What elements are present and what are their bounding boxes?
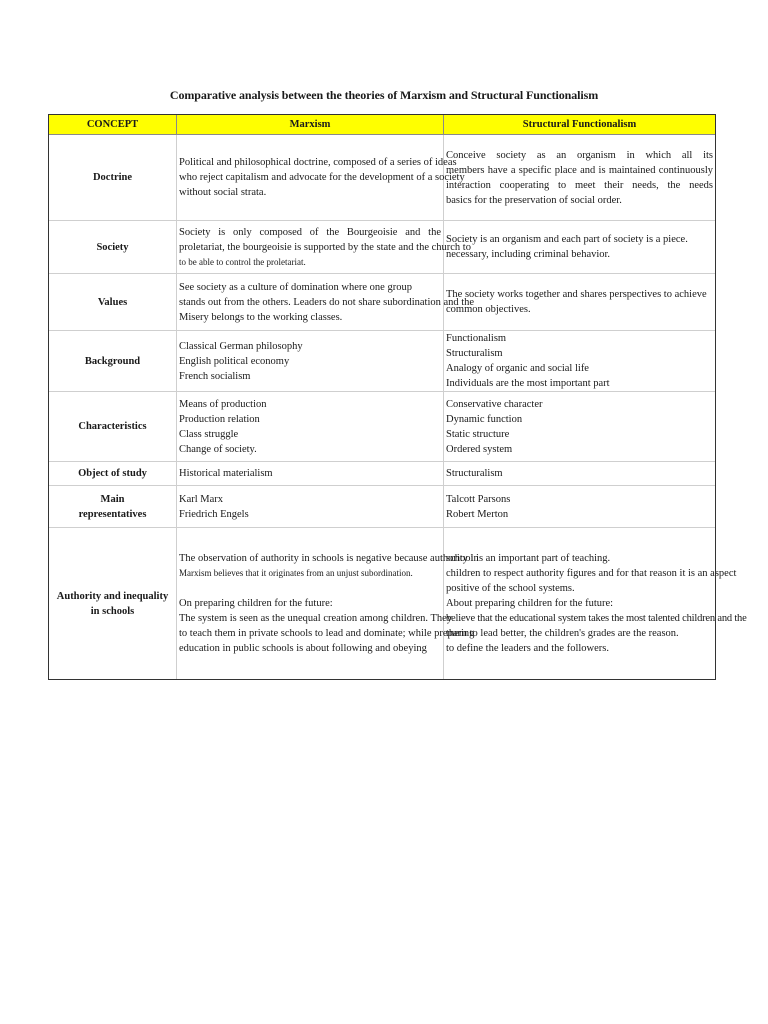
table-row-characteristics <box>49 392 716 462</box>
cell-line: Political and philosophical doctrine, composed of a series of ideas <box>179 157 457 168</box>
cell-line: Karl Marx <box>179 493 224 505</box>
functionalism-cell <box>444 331 716 392</box>
cell-line: children to respect authority figures and for that reason it is an aspect <box>446 568 737 579</box>
functionalism-cell <box>444 221 716 274</box>
cell-line: stands out from the others. Leaders do not share subordination and the <box>179 296 475 308</box>
table-row-authority-inequality <box>49 528 716 680</box>
cell-line: education in public schools is about following and obeying <box>179 643 427 654</box>
table-row-object-of-study <box>49 462 716 486</box>
cell-line: Classical German philosophy <box>179 340 303 352</box>
cell-line: school is an important part of teaching. <box>446 553 611 564</box>
concept-cell: Object of study <box>49 462 177 486</box>
cell-line: Conservative character <box>446 398 543 410</box>
concept-line: representatives <box>78 508 147 520</box>
cell-line: Analogy of organic and social life <box>446 363 589 374</box>
concept-cell: Doctrine <box>49 135 177 221</box>
comparison-table <box>48 114 747 680</box>
concept-cell: Society <box>49 221 177 274</box>
cell-line: Functionalism <box>446 333 507 344</box>
cell-line: members have a specific place and is maintained continuously <box>446 164 713 176</box>
concept-cell <box>49 528 177 680</box>
concept-cell: Characteristics <box>49 392 177 462</box>
table-row-background <box>49 331 716 392</box>
concept-line: Authority and inequality <box>56 590 169 602</box>
cell-line: Static structure <box>446 428 510 440</box>
marxism-cell <box>177 462 444 486</box>
cell-line: without social strata. <box>179 187 267 198</box>
functionalism-cell <box>444 462 716 486</box>
concept-line: in schools <box>90 605 135 617</box>
functionalism-cell <box>444 528 747 680</box>
cell-line: Society is only composed of the Bourgeoisie and the <box>179 226 441 238</box>
cell-line: proletariat, the bourgeoisie is supported by the state and the church to <box>179 241 471 253</box>
table-header-row <box>49 115 716 135</box>
header-concept: CONCEPT <box>49 115 177 135</box>
concept-cell: Values <box>49 274 177 331</box>
marxism-cell <box>177 274 475 331</box>
table-row-society <box>49 221 716 274</box>
table-row-main-representatives <box>49 486 716 528</box>
cell-line: to be able to control the proletariat. <box>179 256 306 267</box>
header-marxism: Marxism <box>177 115 444 135</box>
cell-line: them to lead better, the children's grades are the reason. <box>446 628 679 639</box>
marxism-cell <box>177 331 444 392</box>
cell-line: French socialism <box>179 370 251 382</box>
cell-line: who reject capitalism and advocate for the development of a society <box>179 172 465 183</box>
cell-line: English political economy <box>179 355 290 367</box>
cell-line: About preparing children for the future: <box>446 598 614 609</box>
functionalism-cell <box>444 274 716 331</box>
cell-line: Marxism believes that it originates from an unjust subordination. <box>179 568 413 578</box>
cell-line: basics for the preservation of social order. <box>446 194 622 206</box>
cell-line: Dynamic function <box>446 413 523 425</box>
marxism-cell <box>177 135 465 221</box>
cell-line: positive of the school systems. <box>446 583 575 594</box>
cell-line: On preparing children for the future: <box>179 598 333 609</box>
cell-line: Individuals are the most important part <box>446 378 610 389</box>
cell-line: Structuralism <box>446 348 503 359</box>
cell-line: common objectives. <box>446 304 531 315</box>
table-row-values <box>49 274 716 331</box>
functionalism-cell <box>444 135 716 221</box>
cell-line: Production relation <box>179 413 260 425</box>
cell-line: See society as a culture of domination where one group <box>179 281 412 293</box>
marxism-cell <box>177 392 444 462</box>
cell-line: The observation of authority in schools is negative because authority in <box>179 553 479 564</box>
concept-line: Main <box>100 493 125 505</box>
cell-line: Society is an organism and each part of society is a piece. <box>446 234 688 245</box>
cell-line: The system is seen as the unequal creation among children. They <box>179 613 453 624</box>
functionalism-cell <box>444 392 716 462</box>
marxism-cell <box>177 528 479 680</box>
cell-line: necessary, including criminal behavior. <box>446 249 611 260</box>
cell-line: The society works together and shares perspectives to achieve <box>446 289 707 300</box>
cell-line: to define the leaders and the followers. <box>446 643 609 654</box>
cell-line <box>179 581 441 596</box>
cell-line: Structuralism <box>446 468 503 479</box>
cell-line: Conceive society as an organism in which all its <box>446 149 713 161</box>
marxism-cell <box>177 486 444 528</box>
cell-line: Ordered system <box>446 443 513 455</box>
header-structural-functionalism: Structural Functionalism <box>444 115 716 135</box>
cell-line: to teach them in private schools to lead and dominate; while preparing <box>179 628 475 639</box>
functionalism-cell <box>444 486 716 528</box>
cell-line: Means of production <box>179 398 267 410</box>
cell-line: interaction cooperating to meet their needs, the needs <box>446 179 713 191</box>
cell-line: Historical materialism <box>179 468 273 479</box>
concept-cell <box>49 486 177 528</box>
cell-line: Misery belongs to the working classes. <box>179 311 343 323</box>
cell-line: Friedrich Engels <box>179 508 249 520</box>
marxism-cell <box>177 221 471 274</box>
concept-cell: Background <box>49 331 177 392</box>
cell-line: Talcott Parsons <box>446 493 511 505</box>
cell-line: Robert Merton <box>446 508 509 520</box>
table-row-doctrine <box>49 135 716 221</box>
cell-line: believe that the educational system takes the most talented children and the <box>446 613 747 624</box>
cell-line: Change of society. <box>179 443 257 455</box>
cell-line: Class struggle <box>179 428 239 440</box>
document-title: Comparative analysis between the theories of Marxism and Structural Functionalism <box>169 88 599 102</box>
